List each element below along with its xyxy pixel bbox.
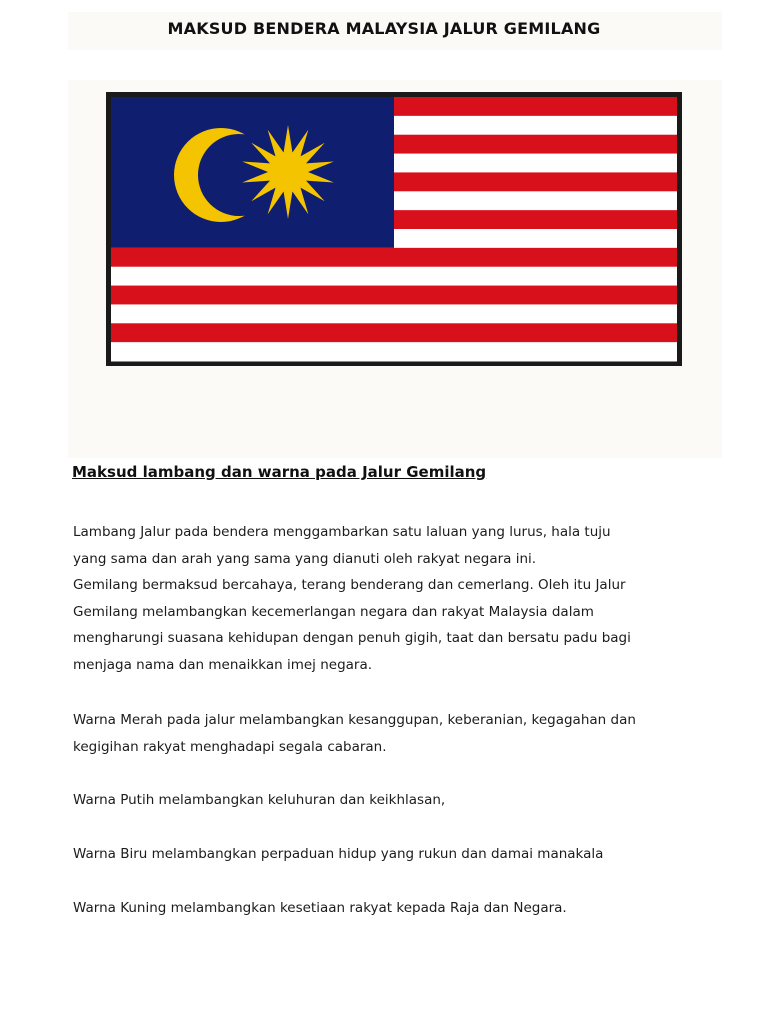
flag-stripe-white — [111, 342, 677, 361]
flag-stripe-red — [111, 323, 677, 342]
paragraph-line: Warna Kuning melambangkan kesetiaan rakyat kepada Raja dan Negara. — [73, 900, 567, 916]
paragraph-warna-putih — [73, 787, 733, 814]
paragraph-line: mengharungi suasana kehidupan dengan penuh gigih, taat dan bersatu padu bagi — [73, 630, 631, 647]
malaysia-flag-image — [106, 92, 682, 366]
paragraph-line: Warna Biru melambangkan perpaduan hidup yang rukun dan damai manakala — [73, 846, 604, 862]
paragraph-line: kegigihan rakyat menghadapi segala cabaran. — [73, 738, 387, 755]
flag-stripe-red — [111, 286, 677, 305]
paragraph-line: Warna Putih melambangkan keluhuran dan keikhlasan, — [73, 792, 446, 808]
paragraph-warna-kuning — [73, 895, 733, 922]
paragraph-warna-merah — [73, 707, 733, 760]
document-title: MAKSUD BENDERA MALAYSIA JALUR GEMILANG — [167, 19, 601, 38]
paragraph-jalur-gemilang — [73, 519, 733, 679]
flag-stripe-white — [111, 267, 677, 286]
paragraph-line: Gemilang melambangkan kecemerlangan negara dan rakyat Malaysia dalam — [73, 603, 594, 620]
flag-stripe-red — [111, 248, 677, 267]
paragraph-warna-biru — [73, 841, 733, 868]
paragraph-line: Gemilang bermaksud bercahaya, terang benderang dan cemerlang. Oleh itu Jalur — [73, 577, 626, 594]
flag-stripe-white — [111, 304, 677, 323]
section-heading: Maksud lambang dan warna pada Jalur Gemilang — [72, 463, 487, 481]
paragraph-line: menjaga nama dan menaikkan imej negara. — [73, 656, 373, 673]
paragraph-line: Lambang Jalur pada bendera menggambarkan satu laluan yang lurus, hala tuju — [73, 524, 611, 540]
paragraph-line: Warna Merah pada jalur melambangkan kesanggupan, keberanian, kegagahan dan — [73, 712, 636, 728]
paragraph-line: yang sama dan arah yang sama yang dianuti oleh rakyat negara ini. — [73, 550, 537, 567]
